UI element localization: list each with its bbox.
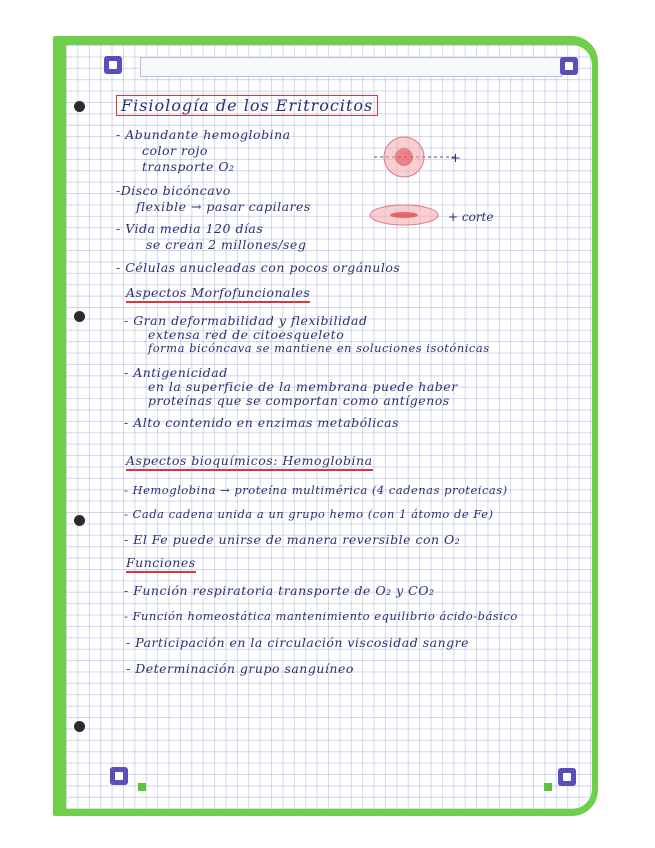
morpho-line: forma bicóncava se mantiene en soluciones isotónicas [148,341,490,355]
erythrocyte-diagram [366,117,566,237]
notebook-page [53,36,598,816]
func-line: - Función homeostática mantenimiento equilibrio ácido-básico [124,609,518,623]
green-marker [138,783,146,791]
intro-line: - Abundante hemoglobina [116,127,291,142]
morpho-line: en la superficie de la membrana puede haber [148,379,458,394]
morpho-line: - Gran deformabilidad y flexibilidad [124,313,368,328]
binder-hole [74,721,85,732]
corner-logo-top-left [104,56,122,74]
morpho-line: extensa red de citoesqueleto [148,327,345,342]
binder-hole [74,515,85,526]
cell-center [395,148,413,166]
intro-line: - Células anucleadas con pocos orgánulos [116,260,401,275]
cell-side-center [390,212,418,218]
intro-line: transporte O₂ [142,159,235,174]
binder-hole [74,101,85,112]
corner-logo-bottom-left [110,767,128,785]
morpho-line: - Alto contenido en enzimas metabólicas [124,415,400,430]
grid-sheet [66,45,592,809]
intro-line: flexible → pasar capilares [136,199,311,214]
func-line: - Participación en la circulación viscosidad sangre [126,635,469,650]
intro-line: se crean 2 millones/seg [146,237,307,252]
diagram-top-label: + [450,151,461,166]
green-marker [544,783,552,791]
section-heading-morpho: Aspectos Morfofuncionales [126,285,310,303]
bio-line: - Hemoglobina → proteína multimérica (4 cadenas proteicas) [124,483,508,497]
func-line: - Determinación grupo sanguíneo [126,661,354,676]
diagram-bottom-label: + corte [448,210,494,224]
binder-hole [74,311,85,322]
morpho-line: - Antigenicidad [124,365,228,380]
page-title: Fisiología de los Eritrocitos [116,95,378,116]
corner-logo-top-right [560,57,578,75]
func-line: - Función respiratoria transporte de O₂ y CO₂ [124,583,435,598]
intro-line: color rojo [142,143,208,158]
bio-line: - El Fe puede unirse de manera reversible con O₂ [124,532,461,547]
bio-line: - Cada cadena unida a un grupo hemo (con 1 átomo de Fe) [124,507,494,521]
corner-logo-bottom-right [558,768,576,786]
intro-line: -Disco bicóncavo [116,183,231,198]
intro-line: - Vida media 120 días [116,221,264,236]
morpho-line: proteínas que se comportan como antígenos [148,393,450,408]
section-heading-bio: Aspectos bioquímicos: Hemoglobina [126,453,373,471]
header-box [140,57,562,77]
section-heading-func: Funciones [126,555,196,573]
